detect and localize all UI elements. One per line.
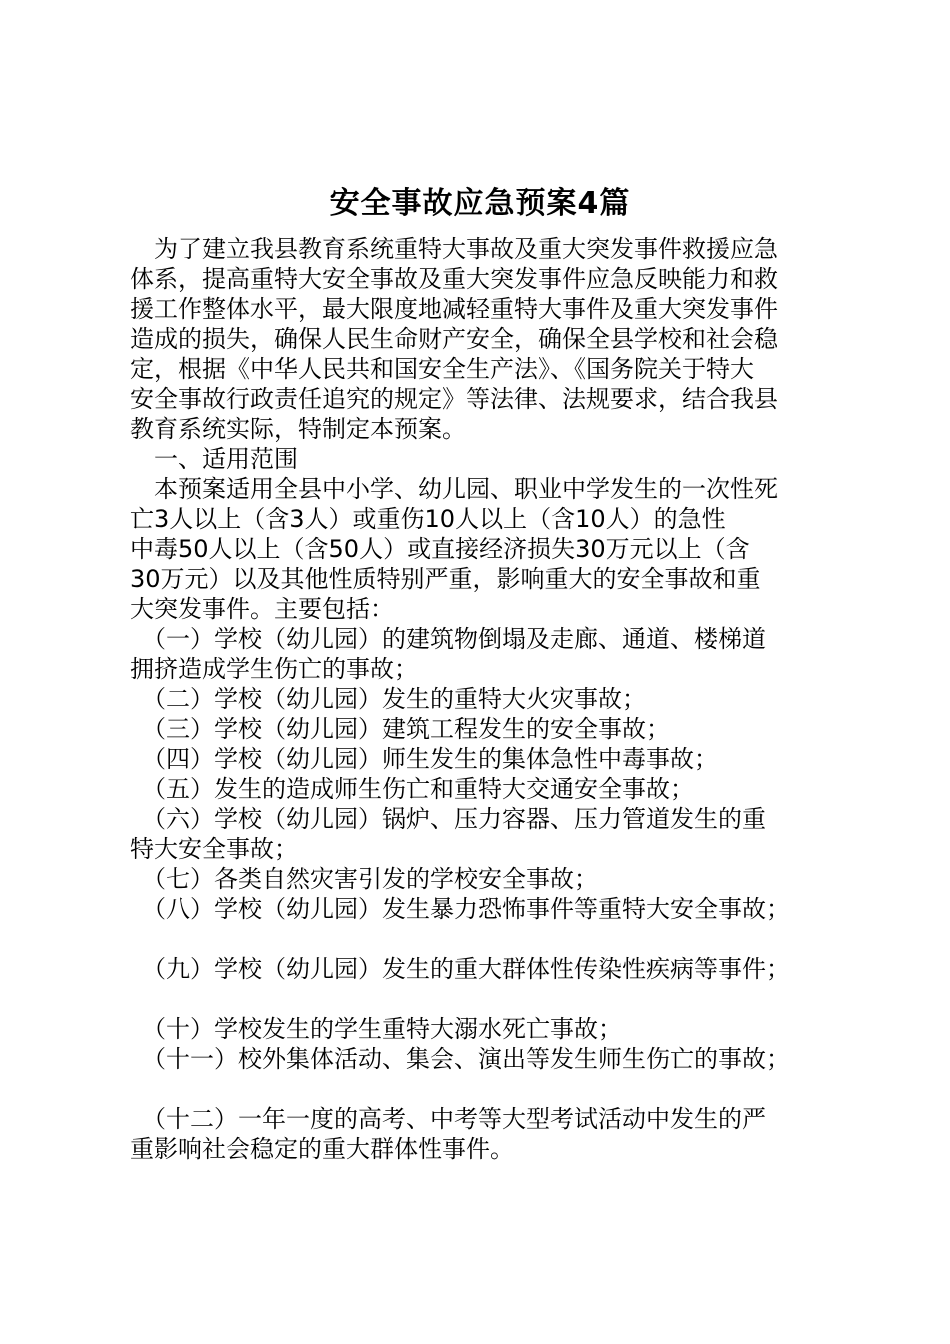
text-line: 特大安全事故；: [130, 835, 298, 863]
text-line: 一、适用范围: [130, 445, 298, 473]
text-line: （一）学校（幼儿园）的建筑物倒塌及走廊、通道、楼梯道: [130, 625, 766, 653]
text-line: （三）学校（幼儿园）建筑工程发生的安全事故；: [130, 715, 670, 743]
text-line: 拥挤造成学生伤亡的事故；: [130, 655, 418, 683]
text-line: （七）各类自然灾害引发的学校安全事故；: [130, 865, 598, 893]
text-line: 教育系统实际，特制定本预案。: [130, 415, 466, 443]
text-line: 定，根据《中华人民共和国安全生产法》、《国务院关于特大: [130, 355, 754, 383]
text-line: 为了建立我县教育系统重特大事故及重大突发事件救援应急: [130, 235, 778, 263]
text-line: （九）学校（幼儿园）发生的重大群体性传染性疾病等事件；: [130, 955, 790, 983]
text-line: （十）学校发生的学生重特大溺水死亡事故；: [130, 1015, 622, 1043]
text-line: 援工作整体水平，最大限度地减轻重特大事件及重大突发事件: [130, 295, 778, 323]
text-line: 安全事故行政责任追究的规定》等法律、法规要求，结合我县: [130, 385, 778, 413]
text-line: （十二）一年一度的高考、中考等大型考试活动中发生的严: [130, 1105, 766, 1133]
document-title: 安全事故应急预案4篇: [329, 186, 631, 221]
text-line: 重影响社会稳定的重大群体性事件。: [130, 1135, 514, 1163]
document-body: [130, 234, 860, 1164]
text-line: 造成的损失，确保人民生命财产安全，确保全县学校和社会稳: [130, 325, 778, 353]
text-line: （八）学校（幼儿园）发生暴力恐怖事件等重特大安全事故；: [130, 895, 790, 923]
blank-line: [130, 984, 860, 1014]
text-line: （二）学校（幼儿园）发生的重特大火灾事故；: [130, 685, 646, 713]
text-line: 体系，提高重特大安全事故及重大突发事件应急反映能力和救: [130, 265, 778, 293]
text-line: 30万元）以及其他性质特别严重，影响重大的安全事故和重: [130, 565, 761, 593]
text-line: （十一）校外集体活动、集会、演出等发生师生伤亡的事故；: [130, 1045, 790, 1073]
blank-line: [130, 924, 860, 954]
text-line: （四）学校（幼儿园）师生发生的集体急性中毒事故；: [130, 745, 718, 773]
blank-line: [130, 1074, 860, 1104]
text-line: 中毒50人以上（含50人）或直接经济损失30万元以上（含: [130, 535, 750, 563]
text-line: 本预案适用全县中小学、幼儿园、职业中学发生的一次性死: [130, 475, 778, 503]
text-line: （五）发生的造成师生伤亡和重特大交通安全事故；: [130, 775, 694, 803]
text-line: （六）学校（幼儿园）锅炉、压力容器、压力管道发生的重: [130, 805, 766, 833]
text-line: 大突发事件。主要包括：: [130, 595, 394, 623]
text-line: 亡3人以上（含3人）或重伤10人以上（含10人）的急性: [130, 505, 726, 533]
